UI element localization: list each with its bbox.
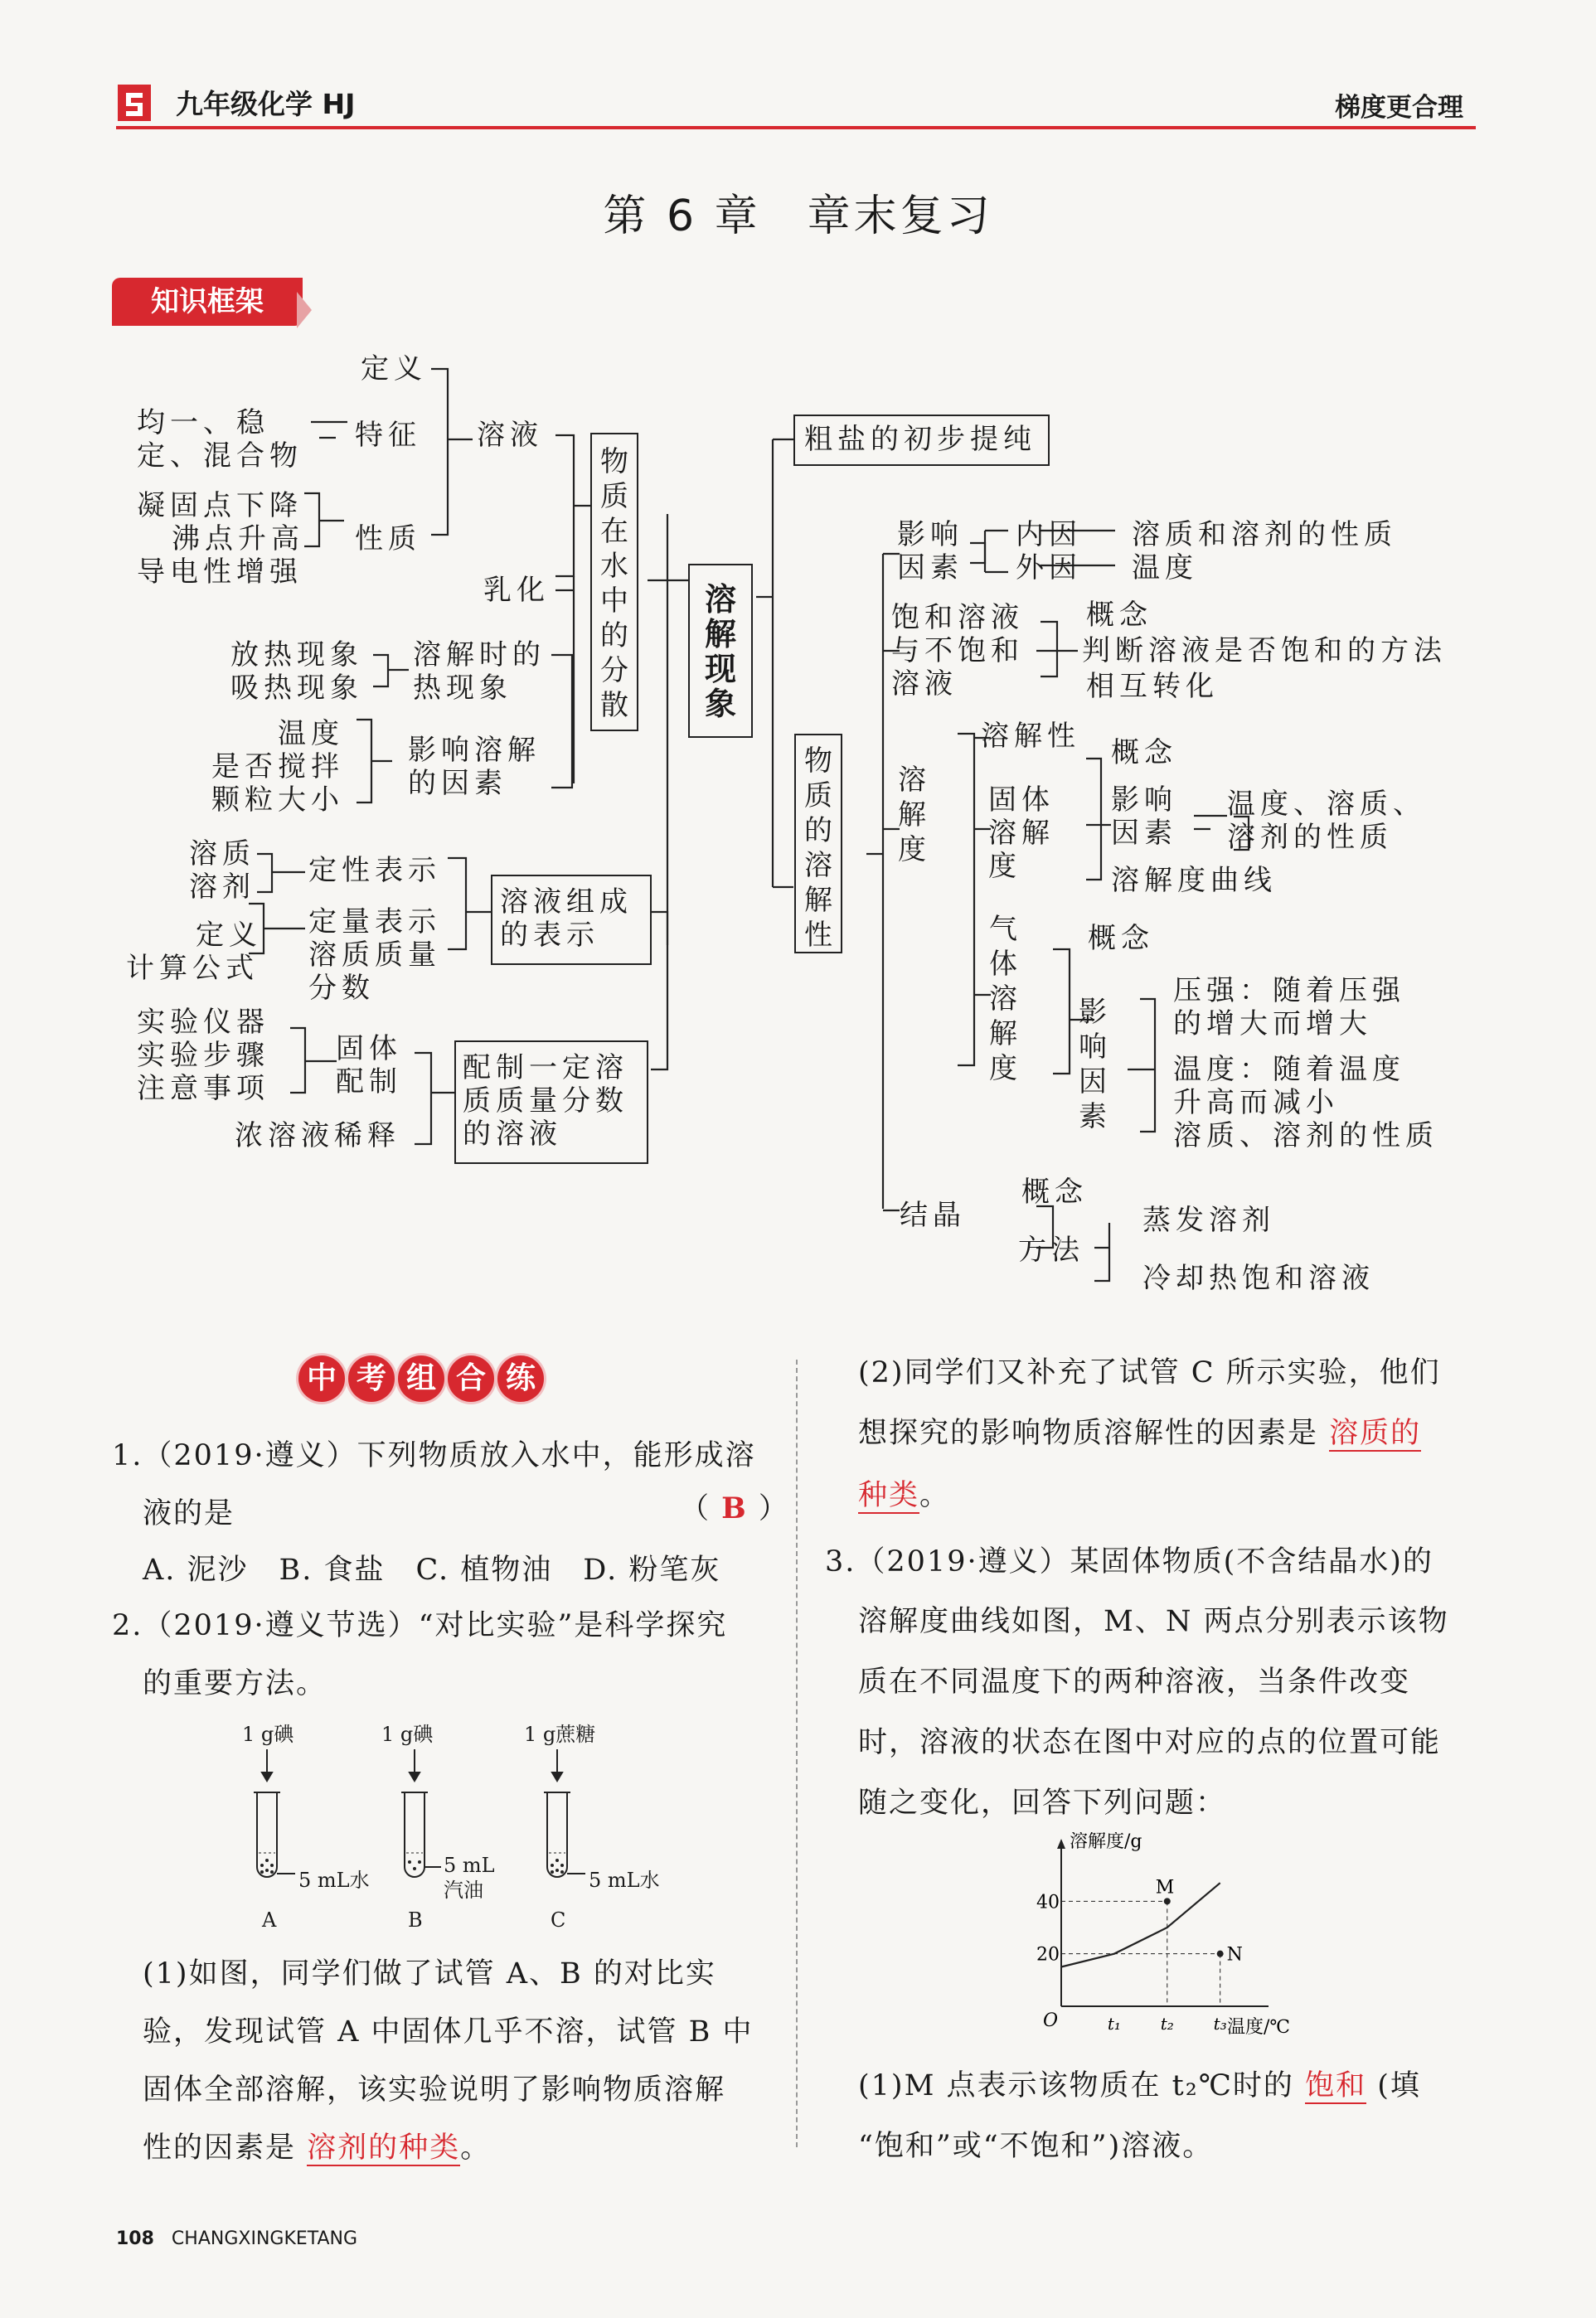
- q2-p2-line2: [858, 1404, 1421, 1463]
- node-fangre: 放热现象: [230, 638, 363, 672]
- node-bh-2: 与不饱和: [891, 634, 1024, 667]
- node-feidian: 沸点升高: [172, 522, 304, 555]
- solubility-curve: [1061, 1883, 1220, 1966]
- q3-p1-tail: (填: [1377, 2069, 1421, 2102]
- node-yinsu: 因素: [897, 551, 963, 584]
- y-axis-label: 溶解度/g: [1070, 1832, 1142, 1852]
- tube-b-top: 1 g碘: [381, 1723, 434, 1746]
- node-jiaoban: 是否搅拌: [211, 750, 344, 783]
- node-dingliang-2: 溶质质量: [308, 938, 441, 972]
- q1-line1: 1.（2019·遵义）下列物质放入水中，能形成溶: [112, 1439, 756, 1472]
- node-daodian: 导电性增强: [137, 555, 303, 589]
- practice-char: 组: [398, 1355, 444, 1402]
- node-zucheng-1: 溶液组成: [500, 885, 633, 919]
- node-gt-yx-2: 因素: [1111, 817, 1177, 850]
- framework-badge: 知识框架: [112, 278, 303, 326]
- node-rzrj: 溶质、溶剂的性质: [1173, 1119, 1438, 1152]
- node-waiyin-value: 温度: [1132, 551, 1198, 584]
- node-xishi: 浓溶液稀释: [235, 1119, 400, 1152]
- test-tubes-figure: [224, 1716, 688, 1940]
- node-waiyin: 外因: [1016, 551, 1082, 584]
- node-xingzhi: 性质: [355, 522, 421, 555]
- node-xire: 吸热现象: [230, 672, 363, 705]
- x-axis-label: 温度/℃: [1227, 2017, 1291, 2038]
- node-rongji: 溶剂: [189, 870, 255, 904]
- y-tick-label: 20: [1036, 1944, 1060, 1966]
- x-tick-label: t₁: [1107, 2014, 1121, 2034]
- node-peizhi-1: 配制一定溶: [463, 1051, 628, 1084]
- dash-line: [311, 419, 347, 425]
- node-gt-yx-v2: 溶剂的性质: [1227, 821, 1393, 854]
- q3-line2: 溶解度曲线如图，M、N 两点分别表示该物: [858, 1605, 1449, 1638]
- node-zhengfa: 蒸发溶剂: [1142, 1204, 1275, 1237]
- node-qt: 气体溶解度: [989, 913, 1017, 1085]
- q1-line2: 液的是: [143, 1497, 235, 1530]
- node-dingliang-3: 分数: [308, 972, 375, 1005]
- point-label: N: [1226, 1944, 1243, 1966]
- node-guti-1: 固体: [336, 1032, 402, 1065]
- q1-answer: B: [721, 1491, 748, 1525]
- node-rjx: 溶解性: [981, 720, 1080, 753]
- node-gt-yx-v1: 温度、溶质、: [1227, 788, 1426, 821]
- node-bh-3: 溶液: [891, 667, 958, 701]
- node-rexian-2: 热现象: [413, 672, 512, 705]
- node-lidu: 颗粒大小: [211, 783, 344, 817]
- q2-p1-line4: [143, 2118, 491, 2178]
- q3-p1-line1: [858, 2056, 1421, 2116]
- q3-line5: 随之变化，回答下列问题：: [858, 1787, 1227, 1820]
- point-m: [1164, 1898, 1171, 1904]
- node-fensan-box: 物质在水中的分散: [590, 433, 638, 731]
- q1-answer-bracket: （ B ）: [680, 1491, 789, 1525]
- q3-line4: 时，溶液的状态在图中对应的点的位置可能: [858, 1726, 1442, 1759]
- q2-p2-text: 想探究的影响物质溶解性的因素是: [858, 1417, 1319, 1450]
- node-dingyi: 定义: [361, 352, 427, 386]
- node-gt-1: 固体: [988, 783, 1055, 817]
- q2-p2-line3: [858, 1466, 950, 1525]
- node-qt-yx: 影响因素: [1079, 996, 1107, 1133]
- node-yaqiang-2: 的增大而增大: [1173, 1007, 1372, 1040]
- y-tick-label: 40: [1036, 1892, 1060, 1913]
- q2-p1-line2: 验，发现试管 A 中固体几乎不溶，试管 B 中: [143, 2015, 754, 2049]
- node-gt-2: 溶解: [988, 817, 1055, 850]
- node-dingxing: 定性表示: [308, 854, 441, 887]
- node-cuyan: 粗盐的初步提纯: [804, 423, 1036, 456]
- q2-p1-line1: (1)如图，同学们做了试管 A、B 的对比实: [143, 1957, 716, 1991]
- node-zucheng-2: 的表示: [500, 919, 599, 952]
- node-gt-yx-1: 影响: [1111, 783, 1177, 817]
- q2-p2-end: 。: [919, 1479, 951, 1512]
- node-panduan: 判断溶液是否饱和的方法: [1082, 634, 1447, 667]
- node-yingxiang-1: 影响溶解: [408, 734, 541, 767]
- tube-a-label: A: [262, 1908, 277, 1932]
- tube-a-top: 1 g碘: [242, 1723, 294, 1746]
- node-gt-gainian: 概念: [1111, 736, 1177, 769]
- node-jisuan: 计算公式: [126, 952, 259, 985]
- footer-brand: CHANGXINGKETANG: [171, 2228, 358, 2249]
- node-rjd: 溶解度: [898, 764, 926, 866]
- node-yaqiang-1: 压强：随着压强: [1173, 974, 1405, 1007]
- tube-b-side: 5 mL 汽油: [444, 1854, 495, 1902]
- node-guti-2: 配制: [336, 1065, 402, 1098]
- node-junyi-2: 定、混合物: [137, 439, 303, 473]
- point-n: [1217, 1951, 1224, 1957]
- q3-line3: 质在不同温度下的两种溶液，当条件改变: [858, 1666, 1411, 1699]
- practice-char: 中: [298, 1355, 345, 1402]
- node-jj-gainian: 概念: [1021, 1176, 1088, 1209]
- q2-p1-line3: 固体全部溶解，该实验说明了影响物质溶解: [143, 2073, 726, 2107]
- solubility-chart: [1020, 1832, 1318, 2048]
- q2-p2-answer-1: 溶质的: [1329, 1417, 1422, 1450]
- node-ningu: 凝固点下降: [137, 489, 303, 522]
- tube-c-side: 5 mL水: [589, 1869, 660, 1892]
- node-wuzhi-box: 物质的溶解性: [794, 734, 842, 953]
- dash-line: [1194, 812, 1227, 819]
- q3-line1: 3.（2019·遵义）某固体物质(不含结晶水)的: [825, 1545, 1433, 1578]
- tube-a-side: 5 mL水: [298, 1869, 370, 1892]
- practice-char: 合: [448, 1355, 494, 1402]
- q2-p1-answer: 溶剂的种类: [307, 2131, 461, 2165]
- header-title: 九年级化学 HJ: [176, 88, 356, 120]
- q3-p1-text: (1)M 点表示该物质在 t₂℃时的: [858, 2069, 1294, 2102]
- node-bh-1: 饱和溶液: [891, 601, 1024, 634]
- node-gt-3: 度: [988, 850, 1021, 883]
- node-wendu: 温度: [278, 717, 344, 750]
- node-peizhi-3: 的溶液: [463, 1118, 562, 1151]
- x-tick-label: t₂: [1160, 2014, 1174, 2034]
- practice-char: 练: [497, 1355, 544, 1402]
- node-zhuyi: 注意事项: [137, 1072, 269, 1105]
- point-label: M: [1155, 1877, 1175, 1899]
- node-rexian-1: 溶解时的: [413, 638, 546, 672]
- q2-p2-line1: (2)同学们又补充了试管 C 所示实验，他们: [858, 1356, 1441, 1389]
- node-yingxiang: 影响: [897, 518, 963, 551]
- tube-c-top: 1 g蔗糖: [524, 1723, 596, 1746]
- header-slogan: 梯度更合理: [1335, 93, 1463, 123]
- q2-p1-text: 性的因素是: [143, 2131, 297, 2165]
- node-yingxiang-2: 的因素: [408, 767, 507, 800]
- q3-p1-line2: “饱和”或“不饱和”)溶液。: [858, 2130, 1214, 2163]
- node-buzhou: 实验步骤: [137, 1039, 269, 1072]
- node-dingliang-1: 定量表示: [308, 905, 441, 938]
- q2-p2-answer-2: 种类: [858, 1479, 920, 1512]
- x-tick-label: t₃: [1213, 2014, 1227, 2034]
- node-quxian: 溶解度曲线: [1111, 864, 1277, 897]
- node-wd-2: 升高而减小: [1173, 1086, 1339, 1119]
- q2-line1: 2.（2019·遵义节选）“对比实验”是科学探究: [112, 1609, 728, 1642]
- q2-p1-end: 。: [460, 2131, 492, 2165]
- node-rongye: 溶液: [477, 419, 543, 452]
- node-tezheng: 特征: [355, 419, 421, 452]
- origin-label: O: [1043, 2010, 1059, 2031]
- q3-p1-answer: 饱和: [1305, 2069, 1367, 2102]
- tube-c-label: C: [551, 1908, 566, 1932]
- q2-line2: 的重要方法。: [143, 1667, 327, 1700]
- q1-options: A. 泥沙 B. 食盐 C. 植物油 D. 粉笔灰: [143, 1554, 721, 1587]
- node-zhuanhua: 相互转化: [1086, 670, 1219, 703]
- node-yiqi: 实验仪器: [137, 1006, 269, 1039]
- node-rongzhi: 溶质: [189, 837, 255, 870]
- node-bh-gainian: 概念: [1086, 599, 1152, 632]
- chapter-title: 第 6 章 章末复习: [603, 192, 993, 241]
- tube-b-label: B: [408, 1908, 423, 1932]
- node-neiyin: 内因: [1016, 518, 1082, 551]
- node-dingyi-2: 定义: [196, 919, 262, 952]
- column-separator: [796, 1360, 798, 2147]
- node-lengque: 冷却热饱和溶液: [1142, 1262, 1375, 1295]
- practice-badge: [298, 1355, 547, 1402]
- node-center-box: 溶解现象: [688, 564, 753, 738]
- node-fangfa: 方法: [1018, 1234, 1084, 1267]
- y-axis-arrow-icon: [1057, 1839, 1065, 1849]
- node-ruhua: 乳化: [483, 574, 550, 607]
- node-wd-1: 温度：随着温度: [1173, 1053, 1405, 1086]
- footer: [116, 2228, 357, 2249]
- node-qt-gainian: 概念: [1088, 922, 1154, 955]
- node-junyi-1: 均一、稳: [137, 406, 269, 439]
- practice-char: 考: [348, 1355, 395, 1402]
- node-neiyin-value: 溶质和溶剂的性质: [1132, 518, 1397, 551]
- page-number: 108: [116, 2228, 154, 2249]
- node-jiejing: 结晶: [900, 1199, 966, 1232]
- node-peizhi-2: 质质量分数: [463, 1084, 628, 1118]
